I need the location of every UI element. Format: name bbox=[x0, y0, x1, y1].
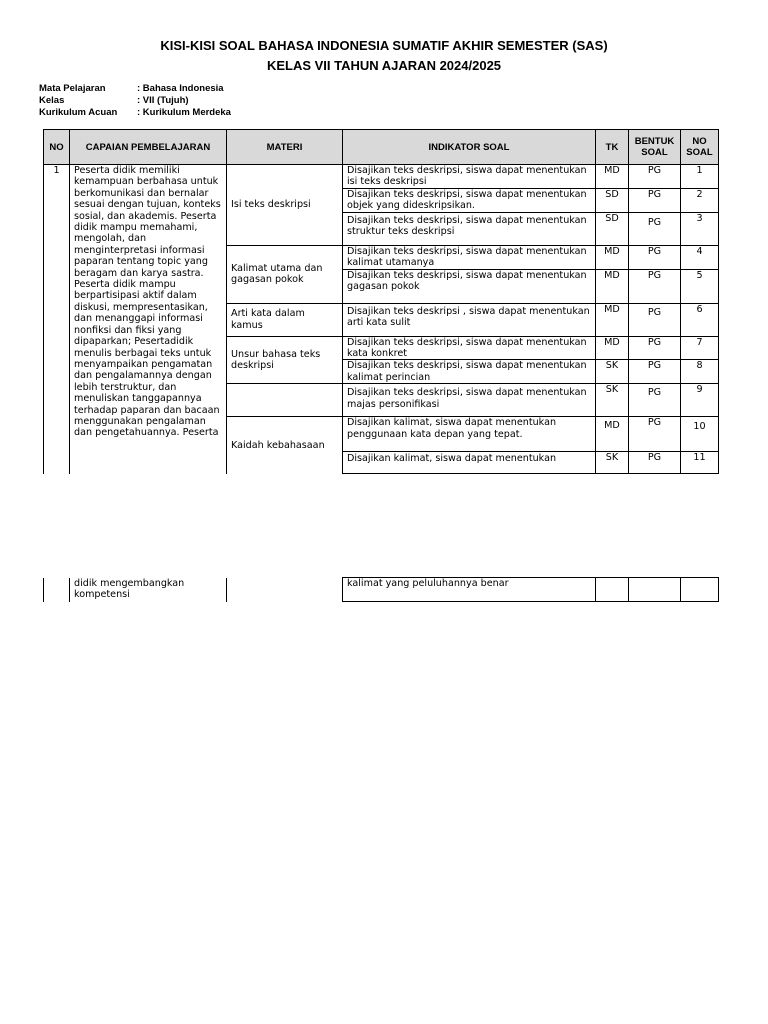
row-number-continuation bbox=[44, 578, 70, 602]
tk-cell: MD bbox=[596, 303, 629, 336]
no-soal-cell: 9 bbox=[681, 384, 719, 417]
bentuk-cell: PG bbox=[629, 269, 681, 303]
tk-cell: MD bbox=[596, 165, 629, 189]
no-soal-cell: 10 bbox=[681, 417, 719, 452]
header-no-soal bbox=[681, 130, 719, 165]
meta-value-curriculum: : Kurikulum Merdeka bbox=[137, 107, 231, 118]
tk-continuation bbox=[596, 578, 629, 602]
no-soal-cell: 3 bbox=[681, 212, 719, 245]
capaian-pembelajaran: Peserta didik memiliki kemampuan berbahasa untuk berkomunikasi dan bernalar sesuai dengan tujuan, konteks sosial, dan akademis. Peserta didik mampu memahami, mengolah, dan menginterpretasi informasi paparan tentang topic yang beragam dan karya sastra. Peserta didik mampu berpartisipasi aktif dalam diskusi, mempresentasikan, dan menanggapi informasi nonfiksi dan fiksi yang dipaparkan; Pesertadidik menulis berbagai teks untuk menyampaikan pengamatan dan pengalamannya dengan lebih terstruktur, dan menuliskan tanggapannya terhadap paparan dan bacaan menggunakan pengalaman dan pengetahuannya. Peserta bbox=[70, 165, 227, 474]
no-soal-cell: 5 bbox=[681, 269, 719, 303]
indikator-continuation: kalimat yang peluluhannya benar bbox=[343, 578, 596, 602]
table-row bbox=[44, 165, 719, 189]
meta-label-subject: Mata Pelajaran bbox=[39, 83, 106, 94]
table-row-continuation bbox=[44, 578, 719, 602]
tk-cell: MD bbox=[596, 417, 629, 452]
header-bentuk-line1: BENTUK bbox=[634, 136, 675, 147]
bentuk-cell: PG bbox=[629, 452, 681, 474]
indikator-cell: Disajikan teks deskripsi, siswa dapat menentukan kalimat perincian bbox=[343, 360, 596, 384]
materi-cell: Kalimat utama dan gagasan pokok bbox=[227, 245, 343, 303]
bentuk-cell: PG bbox=[629, 212, 681, 245]
header-bentuk-soal bbox=[629, 130, 681, 165]
indikator-cell: Disajikan teks deskripsi, siswa dapat menentukan gagasan pokok bbox=[343, 269, 596, 303]
row-number: 1 bbox=[44, 165, 70, 474]
no-soal-cell: 11 bbox=[681, 452, 719, 474]
tk-cell: SK bbox=[596, 384, 629, 417]
bentuk-cell: PG bbox=[629, 303, 681, 336]
indikator-cell: Disajikan teks deskripsi, siswa dapat menentukan majas personifikasi bbox=[343, 384, 596, 417]
no-soal-cell: 1 bbox=[681, 165, 719, 189]
materi-cell: Isi teks deskripsi bbox=[227, 165, 343, 246]
tk-cell: MD bbox=[596, 245, 629, 269]
header-tk: TK bbox=[596, 130, 629, 165]
meta-label-class: Kelas bbox=[39, 95, 65, 106]
bentuk-cell: PG bbox=[629, 165, 681, 189]
capaian-continuation: didik mengembangkan kompetensi bbox=[70, 578, 227, 602]
materi-cell: Arti kata dalam kamus bbox=[227, 303, 343, 336]
no-soal-cell: 2 bbox=[681, 189, 719, 213]
tk-cell: MD bbox=[596, 269, 629, 303]
document-title-line-2: KELAS VII TAHUN AJARAN 2024/2025 bbox=[266, 58, 502, 73]
no-soal-cell: 7 bbox=[681, 336, 719, 360]
header-materi: MATERI bbox=[227, 130, 343, 165]
bentuk-cell: PG bbox=[629, 189, 681, 213]
bentuk-cell: PG bbox=[629, 384, 681, 417]
no-soal-cell: 6 bbox=[681, 303, 719, 336]
header-indikator: INDIKATOR SOAL bbox=[343, 130, 596, 165]
kisi-kisi-table bbox=[43, 129, 719, 474]
indikator-cell: Disajikan teks deskripsi, siswa dapat menentukan kata konkret bbox=[343, 336, 596, 360]
indikator-cell: Disajikan kalimat, siswa dapat menentukan penggunaan kata depan yang tepat. bbox=[343, 417, 596, 452]
materi-continuation bbox=[227, 578, 343, 602]
document-title-line-1: KISI-KISI SOAL BAHASA INDONESIA SUMATIF AKHIR SEMESTER (SAS) bbox=[160, 38, 608, 53]
table-header-row bbox=[44, 130, 719, 165]
no-soal-cell: 8 bbox=[681, 360, 719, 384]
meta-value-class: : VII (Tujuh) bbox=[137, 95, 189, 106]
materi-cell: Unsur bahasa teks deskripsi bbox=[227, 336, 343, 384]
no-soal-cell: 4 bbox=[681, 245, 719, 269]
tk-cell: MD bbox=[596, 336, 629, 360]
indikator-cell: Disajikan teks deskripsi, siswa dapat menentukan isi teks deskripsi bbox=[343, 165, 596, 189]
header-nosoal-line1: NO bbox=[692, 136, 707, 147]
bentuk-cell: PG bbox=[629, 245, 681, 269]
tk-cell: SK bbox=[596, 452, 629, 474]
no-soal-continuation bbox=[681, 578, 719, 602]
header-no: NO bbox=[44, 130, 70, 165]
bentuk-cell: PG bbox=[629, 417, 681, 452]
indikator-cell: Disajikan kalimat, siswa dapat menentukan bbox=[343, 452, 596, 474]
indikator-cell: Disajikan teks deskripsi , siswa dapat menentukan arti kata sulit bbox=[343, 303, 596, 336]
materi-cell-empty bbox=[227, 384, 343, 417]
header-bentuk-line2: SOAL bbox=[641, 147, 668, 158]
table-continuation bbox=[43, 577, 719, 602]
tk-cell: SD bbox=[596, 189, 629, 213]
tk-cell: SD bbox=[596, 212, 629, 245]
header-capaian: CAPAIAN PEMBELAJARAN bbox=[70, 130, 227, 165]
indikator-cell: Disajikan teks deskripsi, siswa dapat menentukan objek yang dideskripsikan. bbox=[343, 189, 596, 213]
bentuk-cell: PG bbox=[629, 360, 681, 384]
meta-label-curriculum: Kurikulum Acuan bbox=[39, 107, 118, 118]
meta-value-subject: : Bahasa Indonesia bbox=[137, 83, 224, 94]
header-nosoal-line2: SOAL bbox=[686, 147, 713, 158]
bentuk-cell: PG bbox=[629, 336, 681, 360]
materi-cell: Kaidah kebahasaan bbox=[227, 417, 343, 474]
indikator-cell: Disajikan teks deskripsi, siswa dapat menentukan struktur teks deskripsi bbox=[343, 212, 596, 245]
indikator-cell: Disajikan teks deskripsi, siswa dapat menentukan kalimat utamanya bbox=[343, 245, 596, 269]
bentuk-continuation bbox=[629, 578, 681, 602]
tk-cell: SK bbox=[596, 360, 629, 384]
